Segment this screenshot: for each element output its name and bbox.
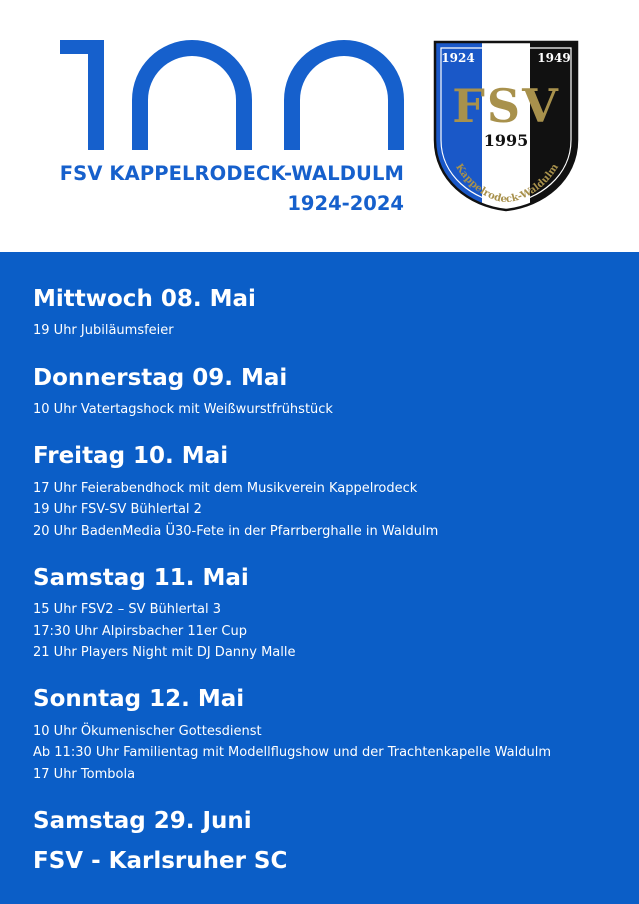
day-title-sonntag: Sonntag 12. Mai	[33, 686, 245, 712]
club-name: FSV KAPPELRODECK-WALDULM	[59, 162, 404, 185]
crest-year-left: 1924	[441, 51, 475, 65]
event-item: 19 Uhr Jubiläumsfeier	[33, 323, 174, 338]
event-item: Ab 11:30 Uhr Familientag mit Modellflugshow und der Trachtenkapelle Waldulm	[33, 745, 551, 760]
event-item: 19 Uhr FSV-SV Bühlertal 2	[33, 502, 202, 517]
header	[0, 0, 639, 252]
event-item: 10 Uhr Vatertagshock mit Weißwurstfrühstück	[33, 402, 333, 417]
final-match-title: FSV - Karlsruher SC	[33, 848, 288, 874]
club-crest-logo	[433, 40, 579, 212]
day-title-mittwoch: Mittwoch 08. Mai	[33, 286, 256, 312]
event-item: 17:30 Uhr Alpirsbacher 11er Cup	[33, 624, 247, 639]
event-item: 21 Uhr Players Night mit DJ Danny Malle	[33, 645, 296, 660]
event-item: 15 Uhr FSV2 – SV Bühlertal 3	[33, 602, 222, 617]
event-item: 17 Uhr Feierabendhock mit dem Musikverein Kappelrodeck	[33, 481, 418, 496]
anniversary-years: 1924-2024	[287, 192, 404, 215]
day-title-freitag: Freitag 10. Mai	[33, 443, 229, 469]
crest-year-center: 1995	[483, 131, 529, 150]
crest-letters: FSV	[452, 79, 560, 133]
day-title-donnerstag: Donnerstag 09. Mai	[33, 365, 288, 391]
day-title-samstag-juni: Samstag 29. Juni	[33, 808, 252, 834]
day-title-samstag-mai: Samstag 11. Mai	[33, 565, 249, 591]
event-item: 17 Uhr Tombola	[33, 767, 136, 782]
centenary-number-100	[60, 40, 405, 150]
event-item: 10 Uhr Ökumenischer Gottesdienst	[33, 724, 262, 739]
crest-year-right: 1949	[537, 51, 571, 65]
event-schedule	[0, 252, 639, 904]
crest-arc-textpath: Kappelrodeck-Waldulm	[453, 162, 561, 206]
event-item: 20 Uhr BadenMedia Ü30-Fete in der Pfarrberghalle in Waldulm	[33, 524, 439, 539]
